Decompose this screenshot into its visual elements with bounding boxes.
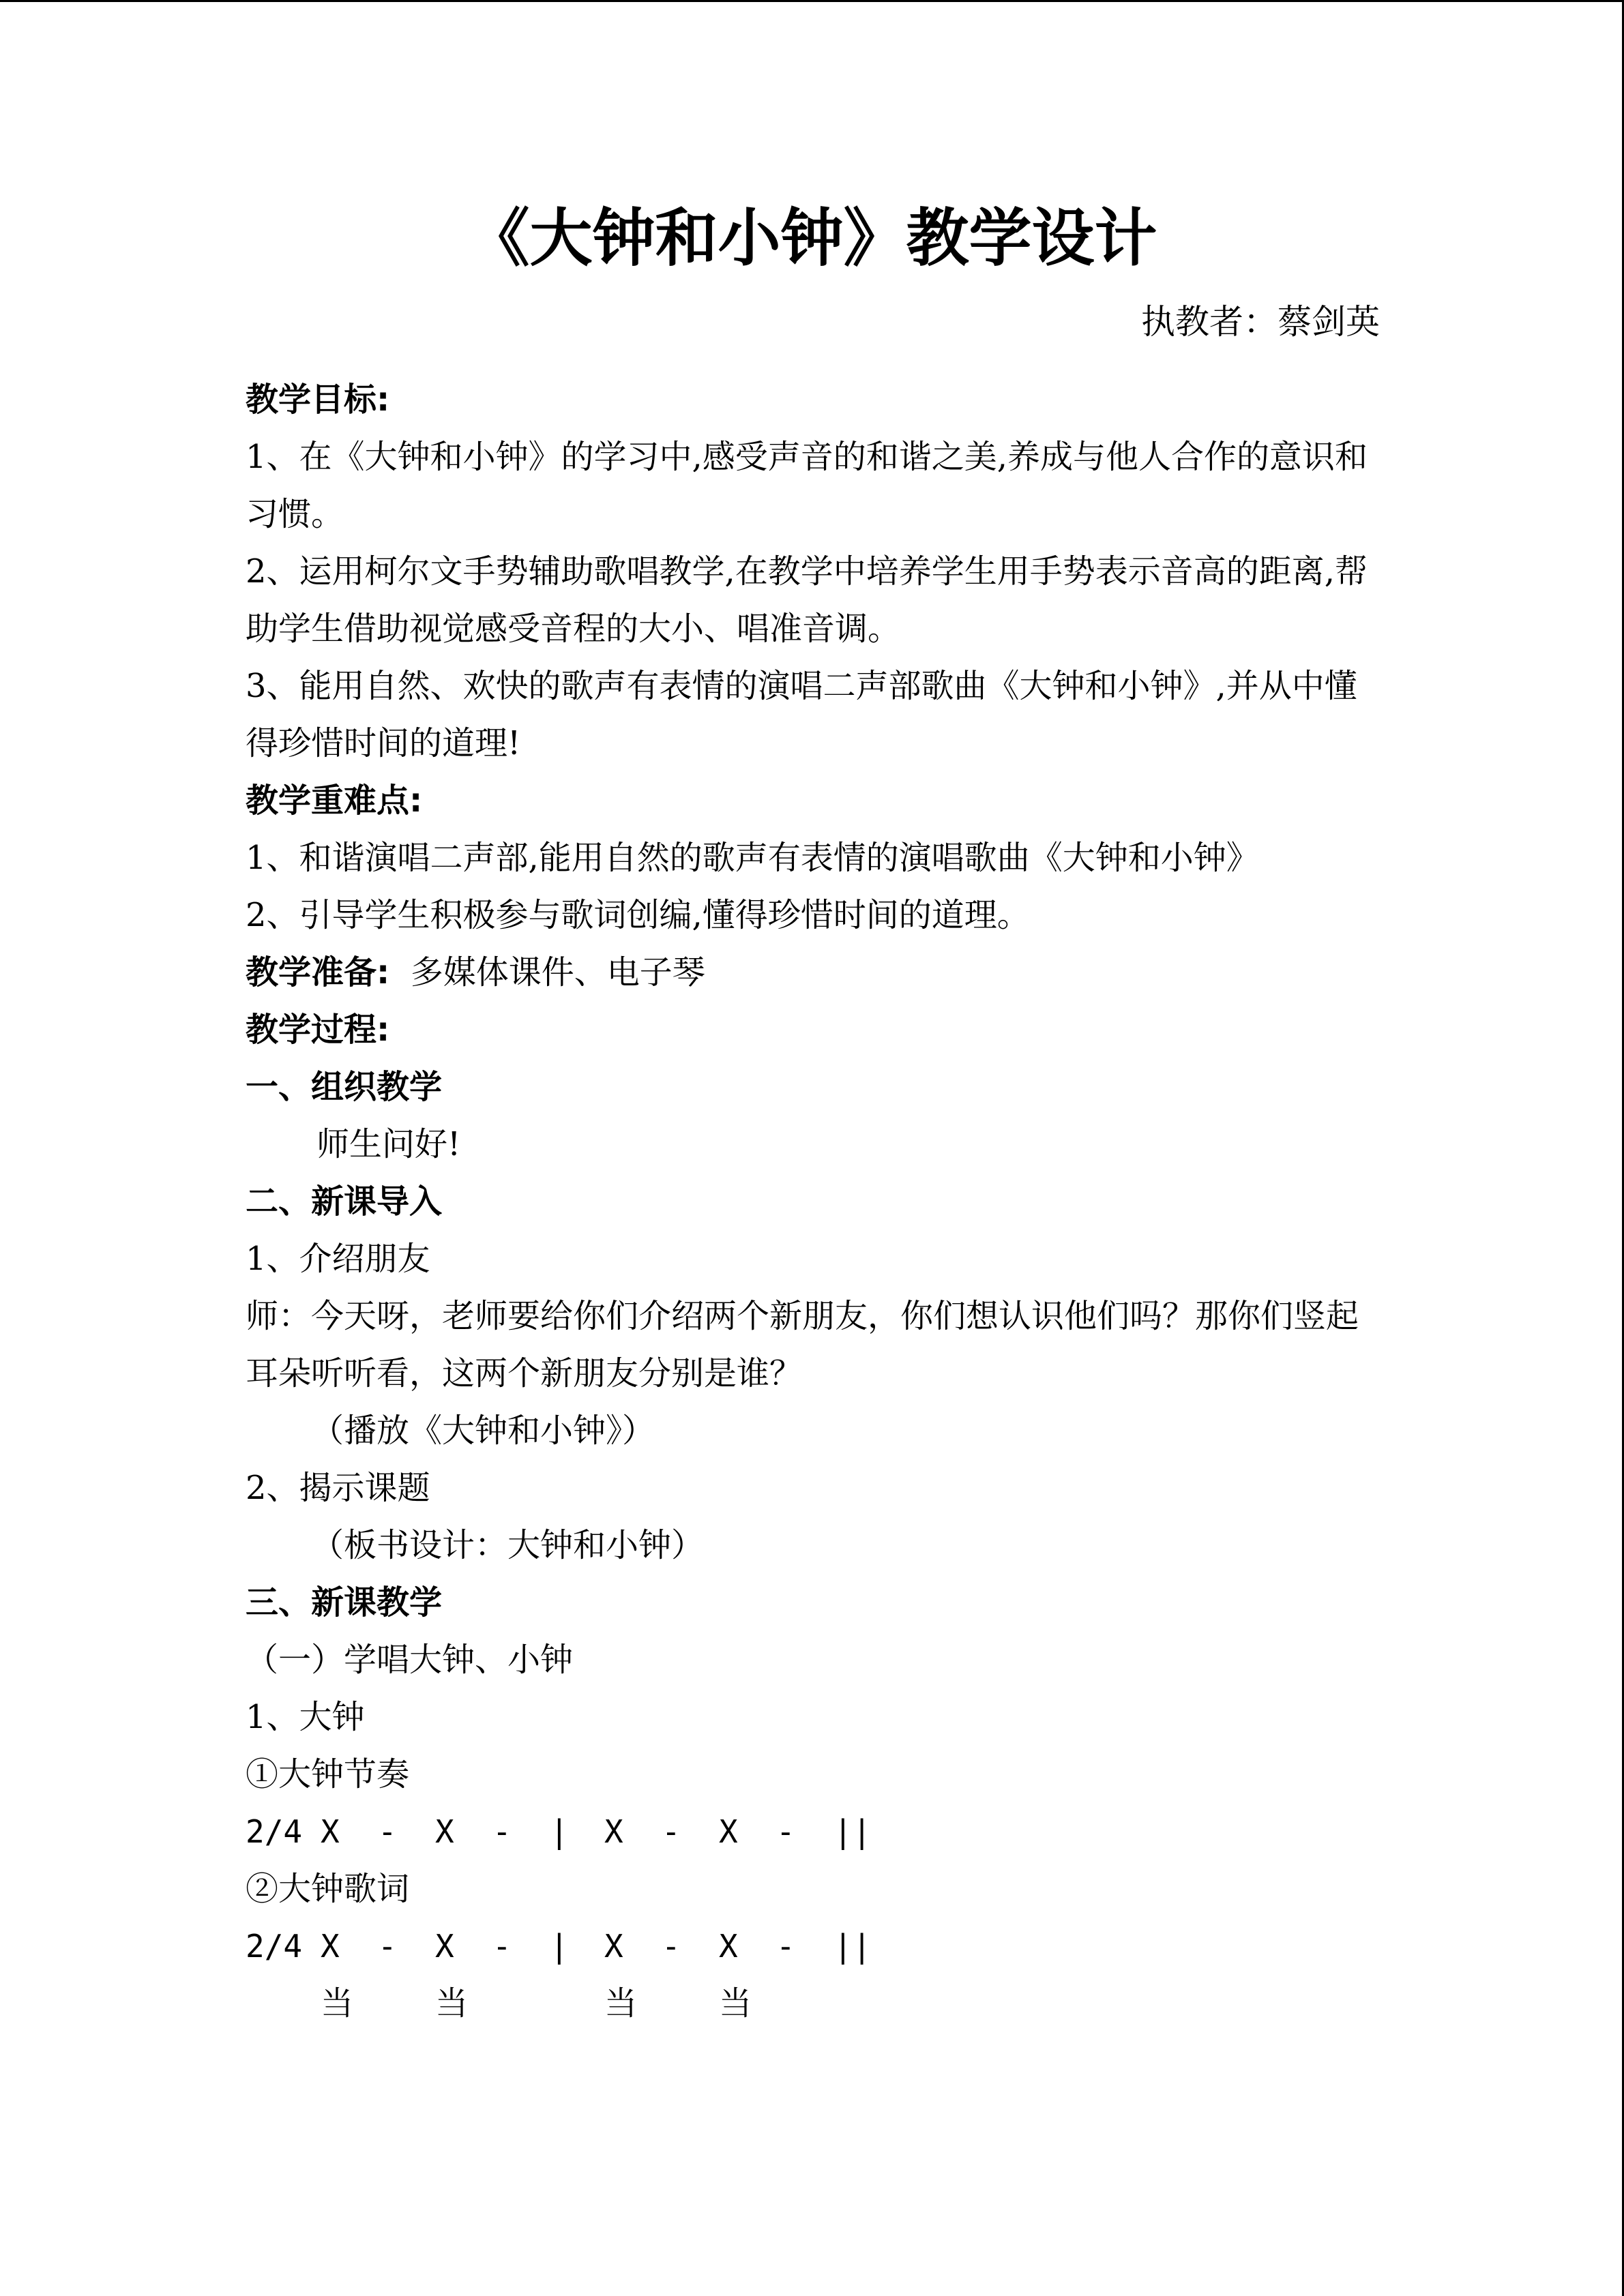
- bar-line: |: [550, 1928, 569, 1965]
- section-1-heading: 一、组织教学: [246, 1068, 443, 1106]
- rhythm-dash: -: [776, 1928, 795, 1965]
- rhythm-note: X: [719, 1928, 738, 1965]
- prep-text: 多媒体课件、电子琴: [410, 953, 705, 992]
- lyrics-words: [246, 1975, 1381, 2032]
- document-body: [246, 371, 1381, 2032]
- rhythm-note: X: [719, 1813, 738, 1850]
- time-signature: 2/4: [246, 1813, 303, 1850]
- page-title: 《大钟和小钟》教学设计: [467, 202, 1157, 275]
- rhythm-dash: -: [492, 1928, 512, 1965]
- rhythm-note: X: [321, 1813, 340, 1850]
- lyrics-label: ②大钟歌词: [246, 1870, 410, 1908]
- key-point-item-1: 1、和谐演唱二声部,能用自然的歌声有表情的演唱歌曲《大钟和小钟》: [246, 839, 1259, 877]
- goal-item-3: 3、能用自然、欢快的歌声有表情的演唱二声部歌曲《大钟和小钟》,并从中懂得珍惜时间的道理!: [246, 667, 1357, 762]
- bar-line: |: [550, 1813, 569, 1850]
- lyrics-notation: [246, 1918, 1381, 1975]
- time-signature: 2/4: [246, 1928, 303, 1965]
- prep-line: [246, 944, 1381, 1001]
- goal-item-1: 1、在《大钟和小钟》的学习中,感受声音的和谐之美,养成与他人合作的意识和习惯。: [246, 438, 1368, 533]
- section-3-heading: 三、新课教学: [246, 1583, 443, 1622]
- rhythm-note: X: [435, 1928, 454, 1965]
- rhythm-dash: -: [776, 1813, 795, 1850]
- process-heading: 教学过程:: [246, 1011, 390, 1049]
- key-points-heading: 教学重难点:: [246, 781, 423, 820]
- rhythm-dash: -: [662, 1813, 681, 1850]
- rhythm-notation: [246, 1803, 1381, 1860]
- rhythm-dash: -: [492, 1813, 512, 1850]
- section-2-sub-2: 2、揭示课题: [246, 1469, 430, 1507]
- final-bar-line: ||: [833, 1928, 872, 1965]
- author-line: 执教者：蔡剑英: [1141, 302, 1380, 342]
- rhythm-dash: -: [378, 1813, 397, 1850]
- goals-heading: 教学目标:: [246, 381, 390, 419]
- lyric-word: 当: [321, 1984, 354, 2023]
- section-2-dialogue: 师：今天呀，老师要给你们介绍两个新朋友，你们想认识他们吗？那你们竖起耳朵听听看，这两个新朋友分别是谁？: [246, 1297, 1359, 1392]
- prep-heading: 教学准备:: [246, 953, 390, 992]
- rhythm-label: ①大钟节奏: [246, 1755, 410, 1793]
- section-2-heading: 二、新课导入: [246, 1182, 443, 1221]
- section-3-item-1: 1、大钟: [246, 1698, 365, 1736]
- lyric-word: 当: [604, 1984, 638, 2023]
- key-point-item-2: 2、引导学生积极参与歌词创编,懂得珍惜时间的道理。: [246, 896, 1030, 934]
- section-3-part-1: （一）学唱大钟、小钟: [246, 1641, 574, 1679]
- rhythm-note: X: [321, 1928, 340, 1965]
- final-bar-line: ||: [833, 1813, 872, 1850]
- rhythm-dash: -: [662, 1928, 681, 1965]
- lyric-word: 当: [719, 1984, 752, 2023]
- section-2-sub-1: 1、介绍朋友: [246, 1240, 430, 1278]
- goal-item-2: 2、运用柯尔文手势辅助歌唱教学,在教学中培养学生用手势表示音高的距离,帮助学生借助视觉感受音程的大小、唱准音调。: [246, 552, 1368, 648]
- section-2-board-note: （板书设计：大钟和小钟）: [311, 1526, 705, 1564]
- lyric-word: 当: [435, 1984, 469, 2023]
- rhythm-dash: -: [378, 1928, 397, 1965]
- rhythm-note: X: [435, 1813, 454, 1850]
- rhythm-note: X: [604, 1928, 623, 1965]
- rhythm-note: X: [604, 1813, 623, 1850]
- section-1-text: 师生问好!: [316, 1125, 461, 1163]
- section-2-play-note: （播放《大钟和小钟》）: [311, 1412, 655, 1450]
